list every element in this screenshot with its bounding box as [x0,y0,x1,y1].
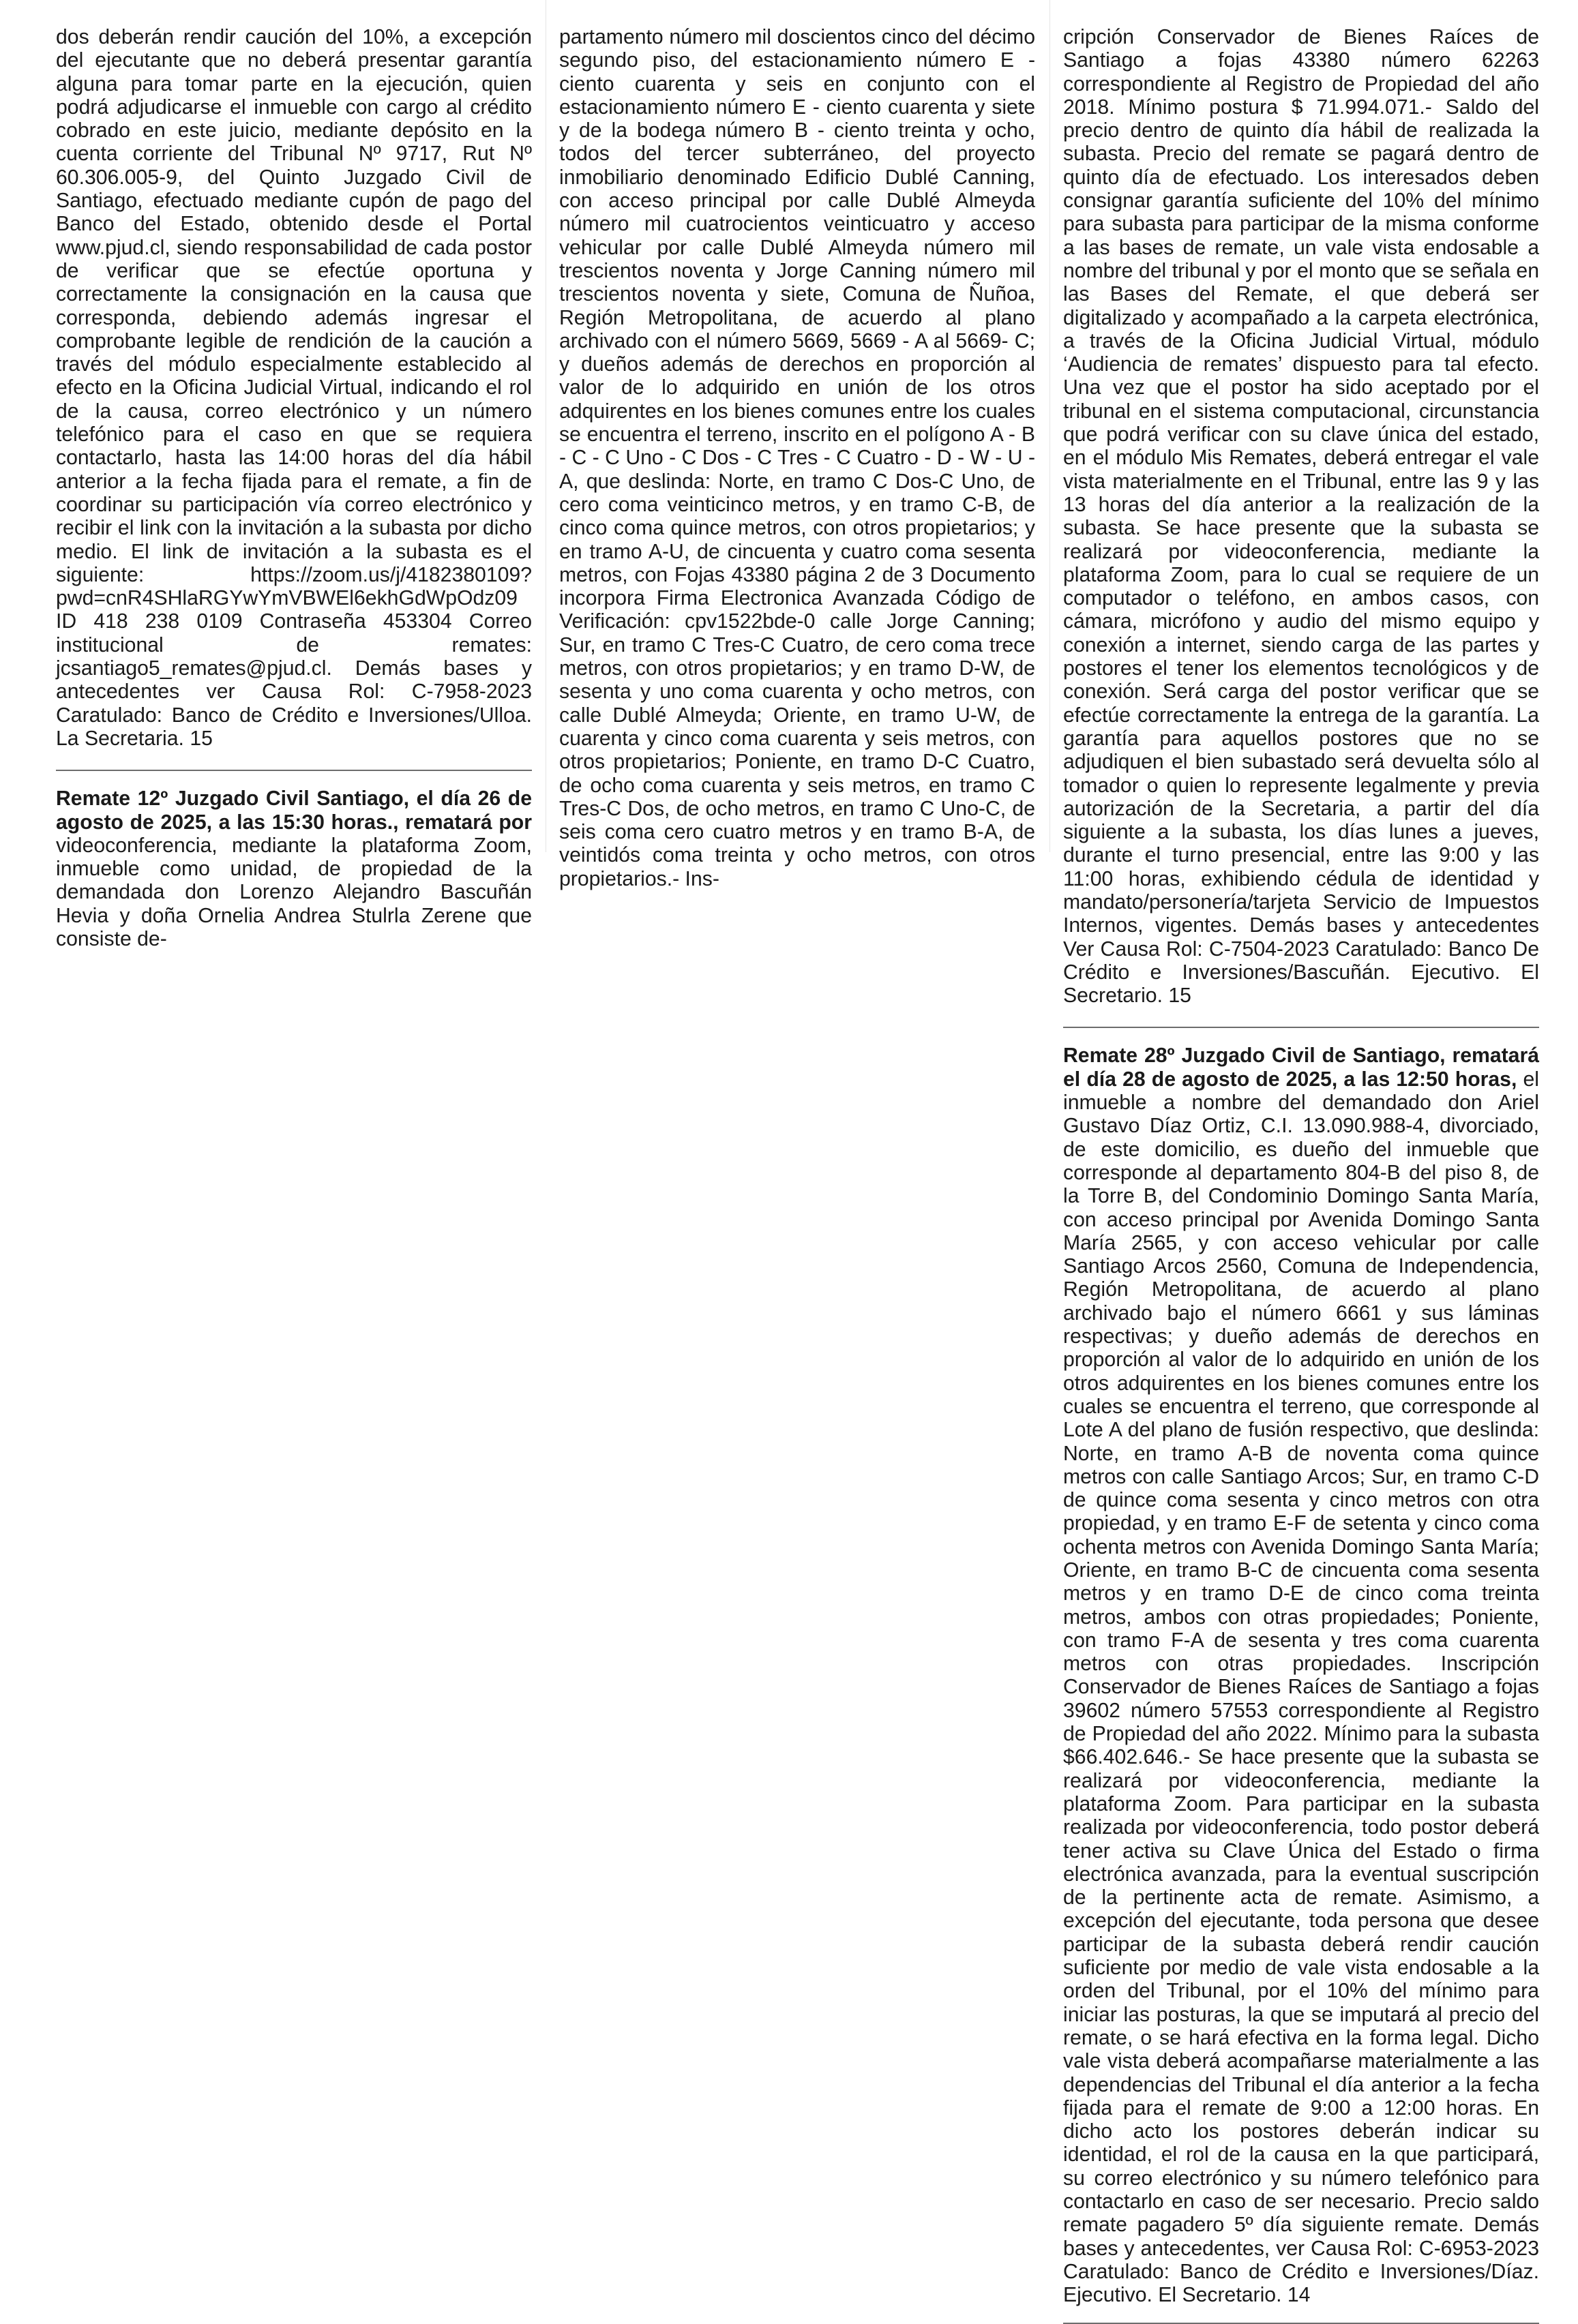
notice-continuation-text: partamento número mil doscientos cinco del décimo segundo piso, del estacionamiento número E - ciento cuarenta y seis en conjunto con el estacionamiento número E - ciento cuarenta y siete y de la bodega número B - ciento treinta y ocho, todos del tercer subterráneo, del proyecto inmobiliario denominado Edificio Dublé Canning, con acceso principal por calle Dublé Almeyda número mil cuatrocientos veinticuatro y acceso vehicular por calle Dublé Almeyda número mil trescientos noventa y Jorge Canning número mil trescientos noventa y siete, Comuna de Ñuñoa, Región Metropolitana, de acuerdo al plano archivado con el número 5669, 5669 - A al 5669- C; y dueños además de derechos en proporción al valor de lo adquirido en unión de los otros adquirentes en los bienes comunes entre los cuales se encuentra el terreno, inscrito en el polígono A - B - C - C Uno - C Dos - C Tres - C Cuatro - D - W - U - A, que deslinda: Norte, en tramo C Dos-C Uno, de cero coma veinticinco metros, y en tramo C-B, de cinco coma quince metros, con otros propietarios; y en tramo A-U, de cincuenta y cuatro coma sesenta metros, con Fojas 43380 página 2 de 3 Documento incorpora Firma Electronica Avanzada Código de Verificación: cpv1522bde-0 calle Jorge Canning; Sur, en tramo C Tres-C Cuatro, de cero coma trece metros, con otros propietarios; y en tramo D-W, de sesenta y uno coma cuarenta y ocho metros, con calle Dublé Almeyda; Oriente, en tramo U-W, de cuarenta y cinco coma cuarenta y seis metros, con otros propietarios; Poniente, en tramo D-C Cuatro, de ocho coma cuarenta y seis metros, en tramo C Tres-C Dos, de ocho metros, en tramo C Uno-C, de seis coma cero cuatro metros y en tramo B-A, de veintidós coma treinta y ocho metros, con otros propietarios.- Ins- [559,26,1035,890]
notice-heading: Remate 12º Juzgado Civil Santiago, el día 26 de agosto de 2025, a las 15:30 horas., rematará por [56,787,532,834]
auction-notice-28-juzgado [1063,1044,1539,2307]
column-gutter-right [1049,0,1050,852]
notice-separator [56,770,532,771]
notice-body: videoconferencia, mediante la plataforma Zoom, inmueble como unidad, de propiedad de la demandada don Lorenzo Alejandro Bascuñán Hevia y doña Ornelia Andrea Stulrla Zerene que consiste de- [56,834,532,950]
notice-heading: Remate 28º Juzgado Civil de Santiago, rematará el día 28 de agosto de 2025, a las 12:50 horas, [1063,1044,1539,1091]
notice-body: el inmueble a nombre del demandado don Ariel Gustavo Díaz Ortiz, C.I. 13.090.988-4, divorciado, de este domicilio, es dueño del inmueble que corresponde al departamento 804-B del piso 8, de la Torre B, del Condominio Domingo Santa María, con acceso principal por Avenida Domingo Santa María 2565, y con acceso vehicular por calle Santiago Arcos 2560, Comuna de Independencia, Región Metropolitana, de acuerdo al plano archivado bajo el número 6661 y sus láminas respectivas; y dueño además de derechos en proporción al valor de lo adquirido en unión de los otros adquirentes en los bienes comunes entre los cuales se encuentra el terreno, que corresponde al Lote A del plano de fusión respectivo, que deslinda: Norte, en tramo A-B de noventa coma quince metros con calle Santiago Arcos; Sur, en tramo C-D de quince coma sesenta y cinco metros con otra propiedad, y en tramo E-F de setenta y cinco coma ochenta metros con Avenida Domingo Santa María; Oriente, en tramo B-C de cincuenta coma sesenta metros y en tramo D-E de cinco coma treinta metros, ambos con otras propiedades; Poniente, con tramo F-A de sesenta y tres coma cuarenta metros con otras propiedades. Inscripción Conservador de Bienes Raíces de Santiago a fojas 39602 número 57553 correspondiente al Registro de Propiedad del año 2022. Mínimo para la subasta $66.402.646.- Se hace presente que la subasta se realizará por videoconferencia, mediante la plataforma Zoom. Para participar en la subasta realizada por videoconferencia, todo postor deberá tener activa su Clave Única del Estado o firma electrónica avanzada, para la eventual suscripción de la pertinente acta de remate. Asimismo, a excepción del ejecutante, toda persona que desee participar de la subasta deberá rendir caución suficiente por medio de vale vista endosable a la orden del Tribunal, por el 10% del mínimo para iniciar las posturas, la que se imputará al precio del remate, o se hará efectiva en la forma legal. Dicho vale vista deberá acompañarse materialmente a las dependencias del Tribunal el día anterior a la fecha fijada para el remate de 9:00 a 12:00 horas. En dicho acto los postores deberán indicar su identidad, el rol de la causa en la que participará, su correo electrónico y su número telefónico para contactarlo en caso de ser necesario. Precio saldo remate pagadero 5º día siguiente remate. Demás bases y antecedentes, ver Causa Rol: C-6953-2023 Caratulado: Banco de Crédito e Inversiones/Díaz. Ejecutivo. El Secretario. 14 [1063,1068,1539,2307]
column-3 [1063,26,1539,2324]
column-2 [559,26,1035,891]
auction-notice-12-juzgado [56,787,532,951]
notice-continuation-text: dos deberán rendir caución del 10%, a excepción del ejecutante que no deberá presentar garantía alguna para tomar parte en la ejecución, quien podrá adjudicarse el inmueble con cargo al crédito cobrado en este juicio, mediante depósito en la cuenta corriente del Tribunal Nº 9717, Rut Nº 60.306.005-9, del Quinto Juzgado Civil de Santiago, efectuado mediante cupón de pago del Banco del Estado, obtenido desde el Portal www.pjud.cl, siendo responsabilidad de cada postor de verificar que se efectúe oportuna y correctamente la consignación en la causa que corresponda, debiendo además ingresar el comprobante legible de rendición de la caución a través del módulo especialmente establecido al efecto en la Oficina Judicial Virtual, indicando el rol de la causa, correo electrónico y un número telefónico para el caso en que se requiera contactarlo, hasta las 14:00 horas del día hábil anterior a la fecha fijada para el remate, a fin de coordinar su participación vía correo electrónico y recibir el link con la invitación a la subasta por dicho medio. El link de invitación a la subasta es el siguiente: https://zoom.us/j/4182380109?pwd=cnR4SHlaRGYwYmVBWEl6ekhGdWpOdz09 ID 418 238 0109 Contraseña 453304 Correo institucional de remates: jcsantiago5_remates@pjud.cl. Demás bases y antecedentes ver Causa Rol: C-7958-2023 Caratulado: Banco de Crédito e Inversiones/Ulloa. La Secretaria. 15 [56,26,532,750]
notice-end-rule [1063,2323,1539,2324]
column-1 [56,26,532,951]
notice-separator [1063,1027,1539,1028]
notice-continuation-text: cripción Conservador de Bienes Raíces de Santiago a fojas 43380 número 62263 correspondiente al Registro de Propiedad del año 2018. Mínimo postura $ 71.994.071.- Saldo del precio dentro de quinto día hábil de realizada la subasta. Precio del remate se pagará dentro de quinto día de efectuado. Los interesados deben consignar garantía suficiente del 10% del mínimo para subasta para participar de la misma conforme a las bases de remate, un vale vista endosable a nombre del tribunal y por el monto que se señala en las Bases del Remate, el que deberá ser digitalizado y acompañado a la carpeta electrónica, a través de la Oficina Judicial Virtual, módulo ‘Audiencia de remates’ dispuesto para tal efecto. Una vez que el postor ha sido aceptado por el tribunal en el sistema computacional, circunstancia que podrá verificar con su clave única del estado, en el módulo Mis Remates, deberá entregar el vale vista materialmente en el Tribunal, entre las 9 y las 13 horas del día anterior a la realización de la subasta. Se hace presente que la subasta se realizará por videoconferencia, mediante la plataforma Zoom, para lo cual se requiere de un computador o teléfono, en ambos casos, con cámara, micrófono y audio del mismo equipo y conexión a internet, siendo carga de las partes y postores el tener los elementos tecnológicos y de conexión. Será carga del postor verificar que se efectúe correctamente la entrega de la garantía. La garantía para aquellos postores que no se adjudiquen el bien subastado será devuelta sólo al tomador o quien lo represente legalmente y previa autorización de la Secretaria, a partir del día siguiente a la subasta, los días lunes a jueves, durante el turno presencial, entre las 9:00 y las 11:00 horas, exhibiendo cédula de identidad y mandato/personería/tarjeta Servicio de Impuestos Internos, vigentes. Demás bases y antecedentes Ver Causa Rol: C-7504-2023 Caratulado: Banco De Crédito e Inversiones/Bascuñán. Ejecutivo. El Secretario. 15 [1063,26,1539,1008]
